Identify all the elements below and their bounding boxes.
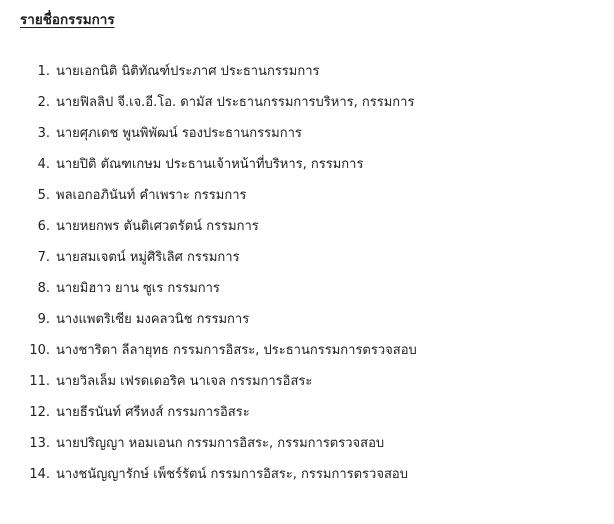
- item-number: 11.: [29, 374, 50, 389]
- item-number: 5.: [37, 188, 50, 203]
- director-item: [20, 434, 614, 465]
- director-item: [20, 62, 614, 93]
- item-number: 4.: [37, 157, 50, 172]
- director-item: [20, 403, 614, 434]
- director-text: นางแพตริเซีย มงคลวนิช กรรมการ: [56, 312, 250, 327]
- item-number: 3.: [37, 126, 50, 141]
- item-number: 12.: [29, 405, 50, 420]
- director-text: นายปริญญา หอมเอนก กรรมการอิสระ, กรรมการตรวจสอบ: [56, 436, 385, 451]
- director-list: [20, 62, 614, 496]
- director-text: นายมิฮาว ยาน ซูเร กรรมการ: [56, 281, 220, 296]
- director-item: [20, 93, 614, 124]
- director-text: พลเอกอภินันท์ คำเพราะ กรรมการ: [56, 188, 247, 203]
- page-title: รายชื่อกรรมการ: [20, 12, 115, 28]
- director-item: [20, 310, 614, 341]
- director-item: [20, 186, 614, 217]
- director-text: นายปิติ ตัณฑเกษม ประธานเจ้าหน้าที่บริหาร, กรรมการ: [56, 157, 364, 172]
- director-text: นายเอกนิติ นิติทัณฑ์ประภาศ ประธานกรรมการ: [56, 64, 320, 79]
- director-item: [20, 372, 614, 403]
- director-text: นายวิลเล็ม เฟรดเดอริค นาเจล กรรมการอิสระ: [56, 374, 313, 389]
- item-number: 8.: [37, 281, 50, 296]
- director-item: [20, 217, 614, 248]
- item-number: 7.: [37, 250, 50, 265]
- item-number: 13.: [29, 436, 50, 451]
- item-number: 6.: [37, 219, 50, 234]
- item-number: 1.: [37, 64, 50, 79]
- director-item: [20, 341, 614, 372]
- director-text: นางชาริตา ลีลายุทธ กรรมการอิสระ, ประธานกรรมการตรวจสอบ: [56, 343, 417, 358]
- director-text: นายหยกพร ตันติเศวตรัตน์ กรรมการ: [56, 219, 259, 234]
- item-number: 14.: [29, 467, 50, 482]
- director-text: นายศุภเดช พูนพิพัฒน์ รองประธานกรรมการ: [56, 126, 302, 141]
- director-text: นายฟิลลิป จี.เจ.อี.โอ. ดามัส ประธานกรรมการบริหาร, กรรมการ: [56, 95, 415, 110]
- item-number: 2.: [37, 95, 50, 110]
- director-item: [20, 248, 614, 279]
- item-number: 10.: [29, 343, 50, 358]
- director-item: [20, 124, 614, 155]
- item-number: 9.: [37, 312, 50, 327]
- director-item: [20, 155, 614, 186]
- director-text: นายสมเจตน์ หมู่ศิริเลิศ กรรมการ: [56, 250, 240, 265]
- director-item: [20, 279, 614, 310]
- director-text: นายธีรนันท์ ศรีหงส์ กรรมการอิสระ: [56, 405, 250, 420]
- director-text: นางชนัญญารักษ์ เพ็ชร์รัตน์ กรรมการอิสระ, กรรมการตรวจสอบ: [56, 467, 408, 482]
- director-item: [20, 465, 614, 496]
